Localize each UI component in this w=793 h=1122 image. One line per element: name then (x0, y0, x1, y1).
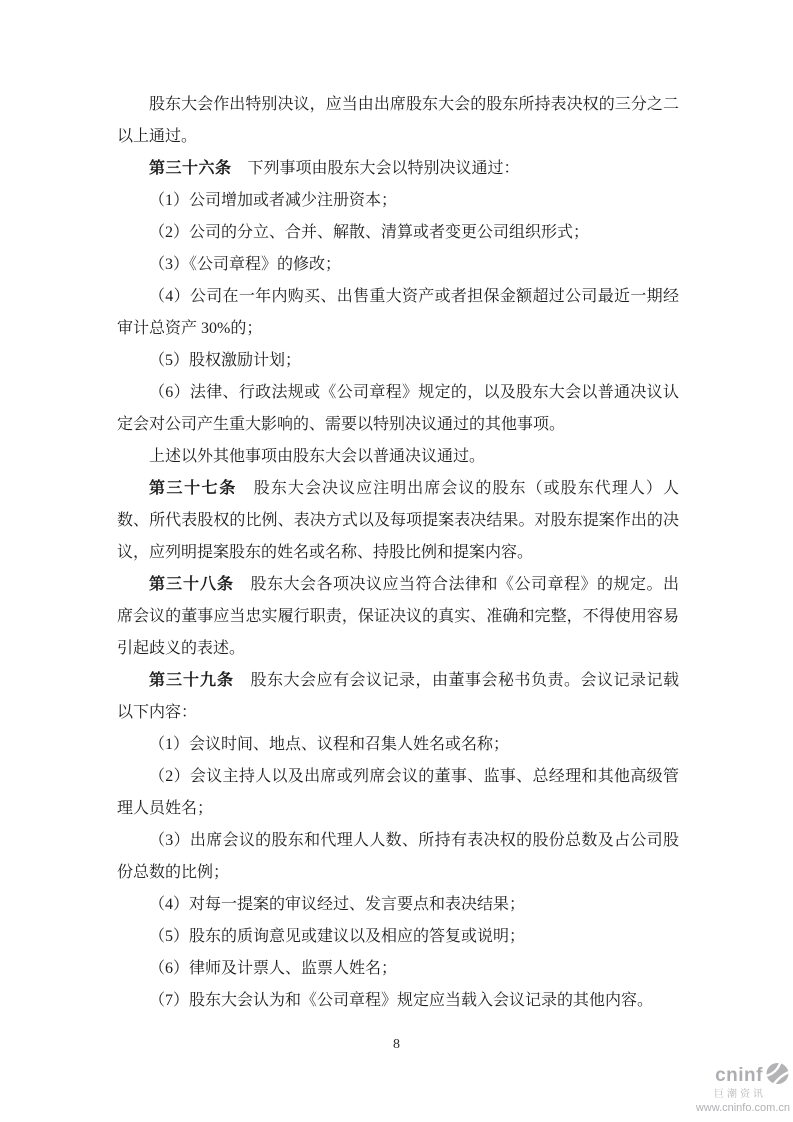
body-paragraph: 股东大会作出特别决议，应当由出席股东大会的股东所持表决权的三分之二以上通过。 (117, 96, 679, 145)
article-number: 第三十八条 (149, 576, 234, 593)
body-paragraph: （2）公司的分立、合并、解散、清算或者变更公司组织形式； (149, 224, 590, 241)
body-paragraph: 上述以外其他事项由股东大会以普通决议通过。 (149, 448, 486, 465)
body-paragraph: （1）会议时间、地点、议程和召集人姓名或名称； (149, 736, 510, 753)
cninfo-chinese-name: 巨潮资讯 (714, 1088, 766, 1100)
body-paragraph: （6）法律、行政法规或《公司章程》规定的，以及股东大会以普通决议认定会对公司产生重大影响的、需要以特别决议通过的其他事项。 (117, 384, 679, 433)
body-paragraph: （3）出席会议的股东和代理人人数、所持有表决权的股份总数及占公司股份总数的比例； (117, 832, 679, 881)
body-paragraph: （4）公司在一年内购买、出售重大资产或者担保金额超过公司最近一期经审计总资产 30%的； (117, 288, 679, 337)
body-paragraph: （5）股东的质询意见或建议以及相应的答复或说明； (149, 928, 526, 945)
article-paragraph: 第三十八条 股东大会各项决议应当符合法律和《公司章程》的规定。出席会议的董事应当忠实履行职责，保证决议的真实、准确和完整，不得使用容易引起歧义的表述。 (117, 576, 679, 657)
body-paragraph: （5）股权激励计划； (149, 352, 302, 369)
body-paragraph: （6）律师及计票人、监票人姓名； (149, 960, 398, 977)
body-paragraph: （4）对每一提案的审议经过、发言要点和表决结果； (149, 896, 526, 913)
page-number: 8 (393, 1037, 400, 1052)
cninfo-brand-text: cninf (715, 1064, 763, 1086)
body-paragraph: （2）会议主持人以及出席或列席会议的董事、监事、总经理和其他高级管理人员姓名； (117, 768, 679, 817)
article-paragraph: 第三十九条 股东大会应有会议记录，由董事会秘书负责。会议记录记载以下内容： (117, 672, 679, 721)
body-paragraph: （1）公司增加或者减少注册资本； (149, 192, 398, 209)
document-body (117, 89, 679, 1017)
cninfo-swirl-icon (765, 1062, 790, 1090)
body-paragraph: （7）股东大会认为和《公司章程》规定应当载入会议记录的其他内容。 (149, 992, 654, 1009)
body-paragraph: （3）《公司章程》的修改； (149, 256, 342, 273)
article-paragraph: 第三十七条 股东大会决议应注明出席会议的股东（或股东代理人）人数、所代表股权的比例、表决方式以及每项提案表决结果。对股东提案作出的决议，应列明提案股东的姓名或名称、持股比例和提案内容。 (117, 480, 679, 561)
cninfo-brand-row (715, 1062, 790, 1090)
article-number: 第三十七条 (149, 480, 237, 497)
cninfo-url: www.cninfo.com.cn (695, 1101, 790, 1114)
cninfo-watermark (696, 1062, 790, 1114)
article-paragraph: 第三十六条 下列事项由股东大会以特别决议通过： (149, 160, 520, 177)
article-number: 第三十九条 (149, 672, 234, 689)
article-number: 第三十六条 (149, 160, 232, 177)
